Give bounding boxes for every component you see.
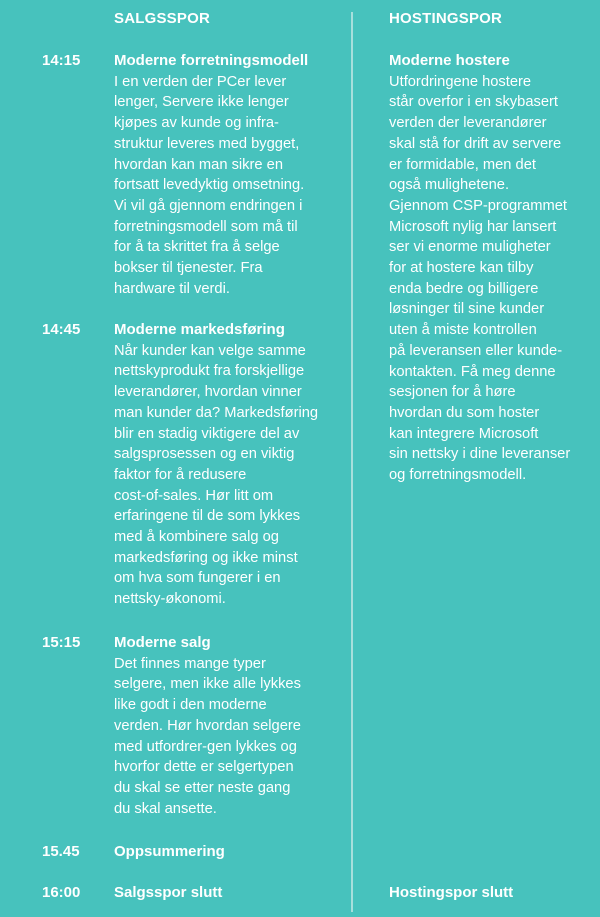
session-description [114,654,344,820]
description-line: hvorfor dette er selgertypen [114,759,294,776]
description-line: selgere, men ikke alle lykkes [114,676,301,693]
description-line: kan integrere Microsoft [389,425,539,442]
session-title: Moderne salg [114,634,211,651]
description-line: du skal se etter neste gang [114,779,291,796]
session-title: Oppsummering [114,843,225,860]
description-line: Vi vil gå gjennom endringen i [114,197,303,214]
description-line: på leveransen eller kunde- [389,342,563,359]
description-line: ser vi enorme muligheter [389,239,551,256]
description-line: struktur leveres med bygget, [114,135,300,152]
description-line: salgsprosessen og en viktig [114,446,295,463]
description-line: er formidable, men det [389,156,536,173]
description-line: leverandører, hvordan vinner [114,384,302,401]
description-line: verden. Hør hvordan selgere [114,717,301,734]
description-line: kontakten. Få meg denne [389,363,556,380]
description-line: du skal ansette. [114,800,217,817]
description-line: I en verden der PCer lever [114,73,287,90]
description-line: om hva som fungerer i en [114,570,281,587]
description-line: forretningsmodell som må til [114,218,298,235]
description-line: står overfor i en skybasert [389,94,558,111]
description-line: erfaringene til de som lykkes [114,508,301,525]
session-block [114,842,344,863]
session-title: Hostingspor slutt [389,884,514,901]
description-line: Det finnes mange typer [114,655,266,672]
description-line: med utfordrer-gen lykkes og [114,738,297,755]
description-line: enda bedre og billigere [389,280,539,297]
description-line: markedsføring og ikke minst [114,549,298,566]
column-divider [351,12,353,912]
description-line: også mulighetene. [389,177,510,194]
description-line: lenger, Servere ikke lenger [114,94,289,111]
session-block [389,883,594,904]
description-line: like godt i den moderne [114,697,267,714]
header-sales-track: SALGSSPOR [114,10,210,27]
description-line: fortsatt levedyktig omsetning. [114,177,305,194]
session-block [114,883,344,904]
header-hosting-track: HOSTINGSPOR [389,10,503,27]
description-line: sin nettsky i dine leveranser [389,446,571,463]
description-line: sesjonen for å høre [389,384,516,401]
session-title: Moderne markedsføring [114,321,285,338]
description-line: nettskyprodukt fra forskjellige [114,363,305,380]
session-title: Moderne forretningsmodell [114,52,309,69]
session-block [114,633,344,819]
session-time: 14:15 [42,52,81,69]
description-line: Microsoft nylig har lansert [389,218,557,235]
description-line: cost-of-sales. Hør litt om [114,487,274,504]
session-block [114,51,344,299]
session-time: 14:45 [42,321,81,338]
description-line: Utfordringene hostere [389,73,532,90]
description-line: kjøpes av kunde og infra- [114,115,279,132]
description-line: løsninger til sine kunder [389,301,545,318]
session-block [389,51,594,486]
description-line: nettsky-økonomi. [114,591,226,608]
description-line: skal stå for drift av servere [389,135,562,152]
description-line: for å ta skrittet fra å selge [114,239,280,256]
description-line: med å kombinere salg og [114,529,279,546]
description-line: for at hostere kan tilby [389,260,534,277]
description-line: hvordan kan man sikre en [114,156,283,173]
session-title: Salgsspor slutt [114,884,223,901]
description-line: bokser til tjenester. Fra [114,260,263,277]
description-line: og forretningsmodell. [389,467,527,484]
session-description [114,72,344,300]
description-line: Når kunder kan velge samme [114,342,306,359]
session-time: 15:15 [42,634,81,651]
description-line: faktor for å redusere [114,466,247,483]
session-time: 16:00 [42,884,81,901]
session-description [389,72,594,486]
description-line: hardware til verdi. [114,280,230,297]
session-description [114,341,344,610]
description-line: man kunder da? Markedsføring [114,404,319,421]
description-line: blir en stadig viktigere del av [114,425,300,442]
description-line: verden der leverandører [389,115,547,132]
session-time: 15.45 [42,843,80,860]
description-line: uten å miste kontrollen [389,322,537,339]
session-title: Moderne hostere [389,52,510,69]
description-line: Gjennom CSP-programmet [389,197,567,214]
description-line: hvordan du som hoster [389,404,540,421]
session-block [114,320,344,610]
